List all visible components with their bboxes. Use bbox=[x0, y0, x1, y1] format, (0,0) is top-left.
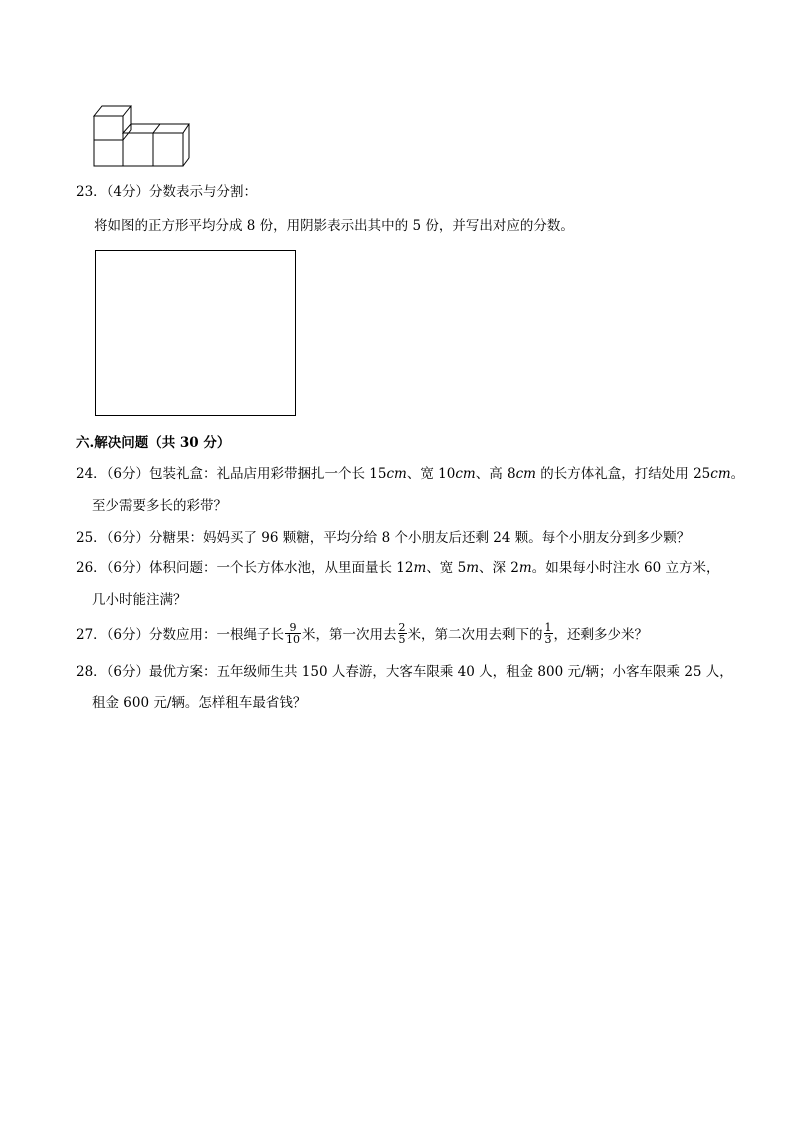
q24-line2: 至少需要多长的彩带？ bbox=[92, 498, 227, 514]
q26-line2: 几小时能注满？ bbox=[92, 592, 187, 608]
cube-face bbox=[94, 116, 123, 140]
cube-stack-figure bbox=[92, 102, 192, 168]
fraction-2-5: $\frac{2}{5}$ bbox=[398, 621, 406, 646]
q24-line1: 24．（6分）包装礼盒：礼品店用彩带捆扎一个长 15cm、宽 10cm、高 8cm 的长方体礼盒，打结处用 25cm。 bbox=[76, 466, 745, 482]
q25-text: 25．（6分）分糖果：妈妈买了 96 颗糖，平均分给 8 个小朋友后还剩 24 颗。每个小朋友分到多少颗？ bbox=[76, 530, 691, 546]
q23-instruction: 将如图的正方形平均分成 8 份，用阴影表示出其中的 5 份，并写出对应的分数。 bbox=[94, 218, 574, 234]
q23-header: 23．（4分）分数表示与分割： bbox=[76, 184, 258, 200]
square-figure bbox=[95, 250, 296, 416]
cube-top bbox=[94, 106, 131, 116]
q28-line1: 28．（6分）最优方案：五年级师生共 150 人春游，大客车限乘 40 人，租金 800 元/辆；小客车限乘 25 人， bbox=[76, 664, 733, 680]
cube-face bbox=[123, 133, 153, 166]
cube-face bbox=[153, 133, 183, 166]
fraction-1-3: $\frac{1}{3}$ bbox=[544, 621, 552, 646]
q26-line1: 26．（6分）体积问题：一个长方体水池，从里面量长 12m、宽 5m、深 2m。如果每小时注水 60 立方米， bbox=[76, 560, 720, 576]
q27-text: 27．（6分）分数应用：一根绳子长 $\frac{9}{10}$ 米，第一次用去 $\frac{2}{5}$ 米，第二次用去剩下的 $\frac{1}{3}$ ，还剩多少米？ bbox=[76, 621, 649, 646]
cube-face bbox=[94, 140, 123, 166]
fraction-9-10: $\frac{9}{10}$ bbox=[286, 621, 301, 646]
section-title: 六.解决问题（共 30 分） bbox=[76, 435, 231, 451]
q28-line2: 租金 600 元/辆。怎样租车最省钱？ bbox=[92, 695, 307, 711]
